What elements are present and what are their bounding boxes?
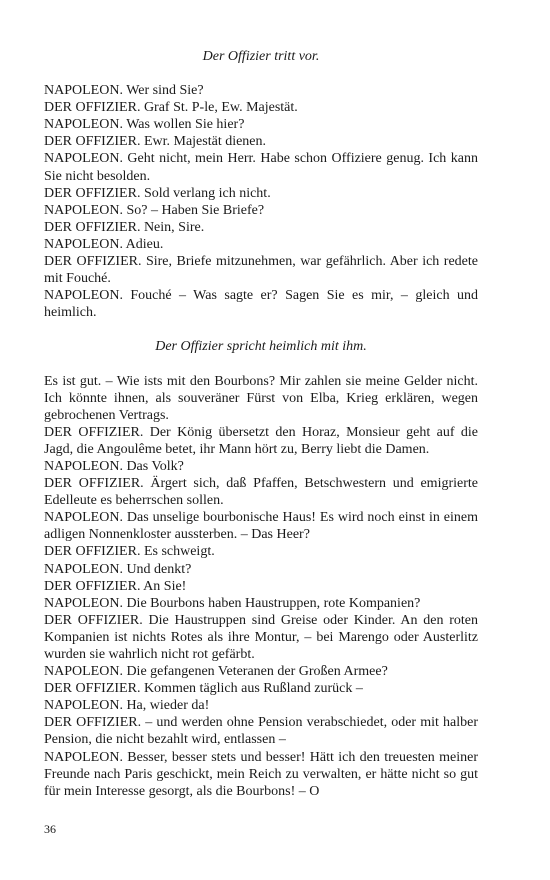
- dialogue-line: Es ist gut. – Wie ists mit den Bourbons? Mir zahlen sie meine Gelder nicht. Ich könnte ihnen, als souveräner Fürst von Elba, Krieg erklären, wegen gebrochenen Vertrags.: [44, 373, 478, 423]
- dialogue-line: NAPOLEON. Wer sind Sie?: [44, 83, 204, 99]
- dialogue-line: DER OFFIZIER. Der König übersetzt den Horaz, Monsieur geht auf die Jagd, die Angoulême betet, ihr Mann hört zu, Berry liebt die Damen.: [44, 424, 478, 457]
- dialogue-line: DER OFFIZIER. Nein, Sire.: [44, 219, 205, 235]
- dialogue-line: DER OFFIZIER. Sire, Briefe mitzunehmen, war gefährlich. Aber ich redete mit Fouché.: [44, 254, 478, 287]
- dialogue-line: NAPOLEON. Und denkt?: [44, 561, 192, 577]
- dialogue-line: NAPOLEON. So? – Haben Sie Briefe?: [44, 202, 265, 218]
- dialogue-line: NAPOLEON. Das unselige bourbonische Haus! Es wird noch einst in einem adligen Nonnenkloster aussterben. – Das Heer?: [44, 510, 478, 543]
- dialogue-line: DER OFFIZIER. Kommen täglich aus Rußland zurück –: [44, 681, 363, 697]
- dialogue-line: NAPOLEON. Die Bourbons haben Haustruppen, rote Kompanien?: [44, 595, 421, 611]
- dialogue-line: NAPOLEON. Fouché – Was sagte er? Sagen Sie es mir, – gleich und heimlich.: [44, 288, 478, 321]
- dialogue-line: NAPOLEON. Das Volk?: [44, 458, 184, 474]
- dialogue-line: NAPOLEON. Besser, besser stets und besser! Hätt ich den treuesten meiner Freunde nach Paris geschickt, mein Reich zu verwalten, er hätte nicht so gut für mein Interesse gesorgt, als die Bourbons! – O: [44, 749, 478, 799]
- dialogue-line: DER OFFIZIER. An Sie!: [44, 578, 187, 594]
- dialogue-line: DER OFFIZIER. Ewr. Majestät dienen.: [44, 134, 267, 150]
- dialogue-line: NAPOLEON. Ha, wieder da!: [44, 698, 210, 714]
- dialogue-line: DER OFFIZIER. Sold verlang ich nicht.: [44, 185, 271, 201]
- book-page-text: [44, 48, 478, 800]
- stage-direction: Der Offizier tritt vor.: [202, 49, 320, 64]
- dialogue-line: DER OFFIZIER. Die Haustruppen sind Greise oder Kinder. An den roten Kompanien ist nichts Rotes als ihre Montur, – bei Marengo oder Austerlitz wurden sie wahrlich nicht rot gefärbt.: [44, 612, 478, 662]
- dialogue-block-2: [44, 373, 478, 800]
- dialogue-line: DER OFFIZIER. Graf St. P-le, Ew. Majestät.: [44, 100, 298, 116]
- dialogue-line: DER OFFIZIER. Es schweigt.: [44, 544, 215, 560]
- dialogue-line: DER OFFIZIER. – und werden ohne Pension verabschiedet, oder mit halber Pension, die nicht bezahlt wird, entlassen –: [44, 715, 478, 748]
- dialogue-line: NAPOLEON. Was wollen Sie hier?: [44, 117, 245, 133]
- dialogue-line: NAPOLEON. Adieu.: [44, 236, 164, 252]
- dialogue-block-1: [44, 82, 478, 321]
- dialogue-line: DER OFFIZIER. Ärgert sich, daß Pfaffen, Betschwestern und emigrierte Edelleute es beherrschen sollen.: [44, 476, 478, 509]
- page-number: 36: [44, 822, 56, 836]
- dialogue-line: NAPOLEON. Geht nicht, mein Herr. Habe schon Offiziere genug. Ich kann Sie nicht besolden.: [44, 151, 478, 184]
- dialogue-line: NAPOLEON. Die gefangenen Veteranen der Großen Armee?: [44, 664, 388, 680]
- stage-direction: Der Offizier spricht heimlich mit ihm.: [155, 339, 367, 355]
